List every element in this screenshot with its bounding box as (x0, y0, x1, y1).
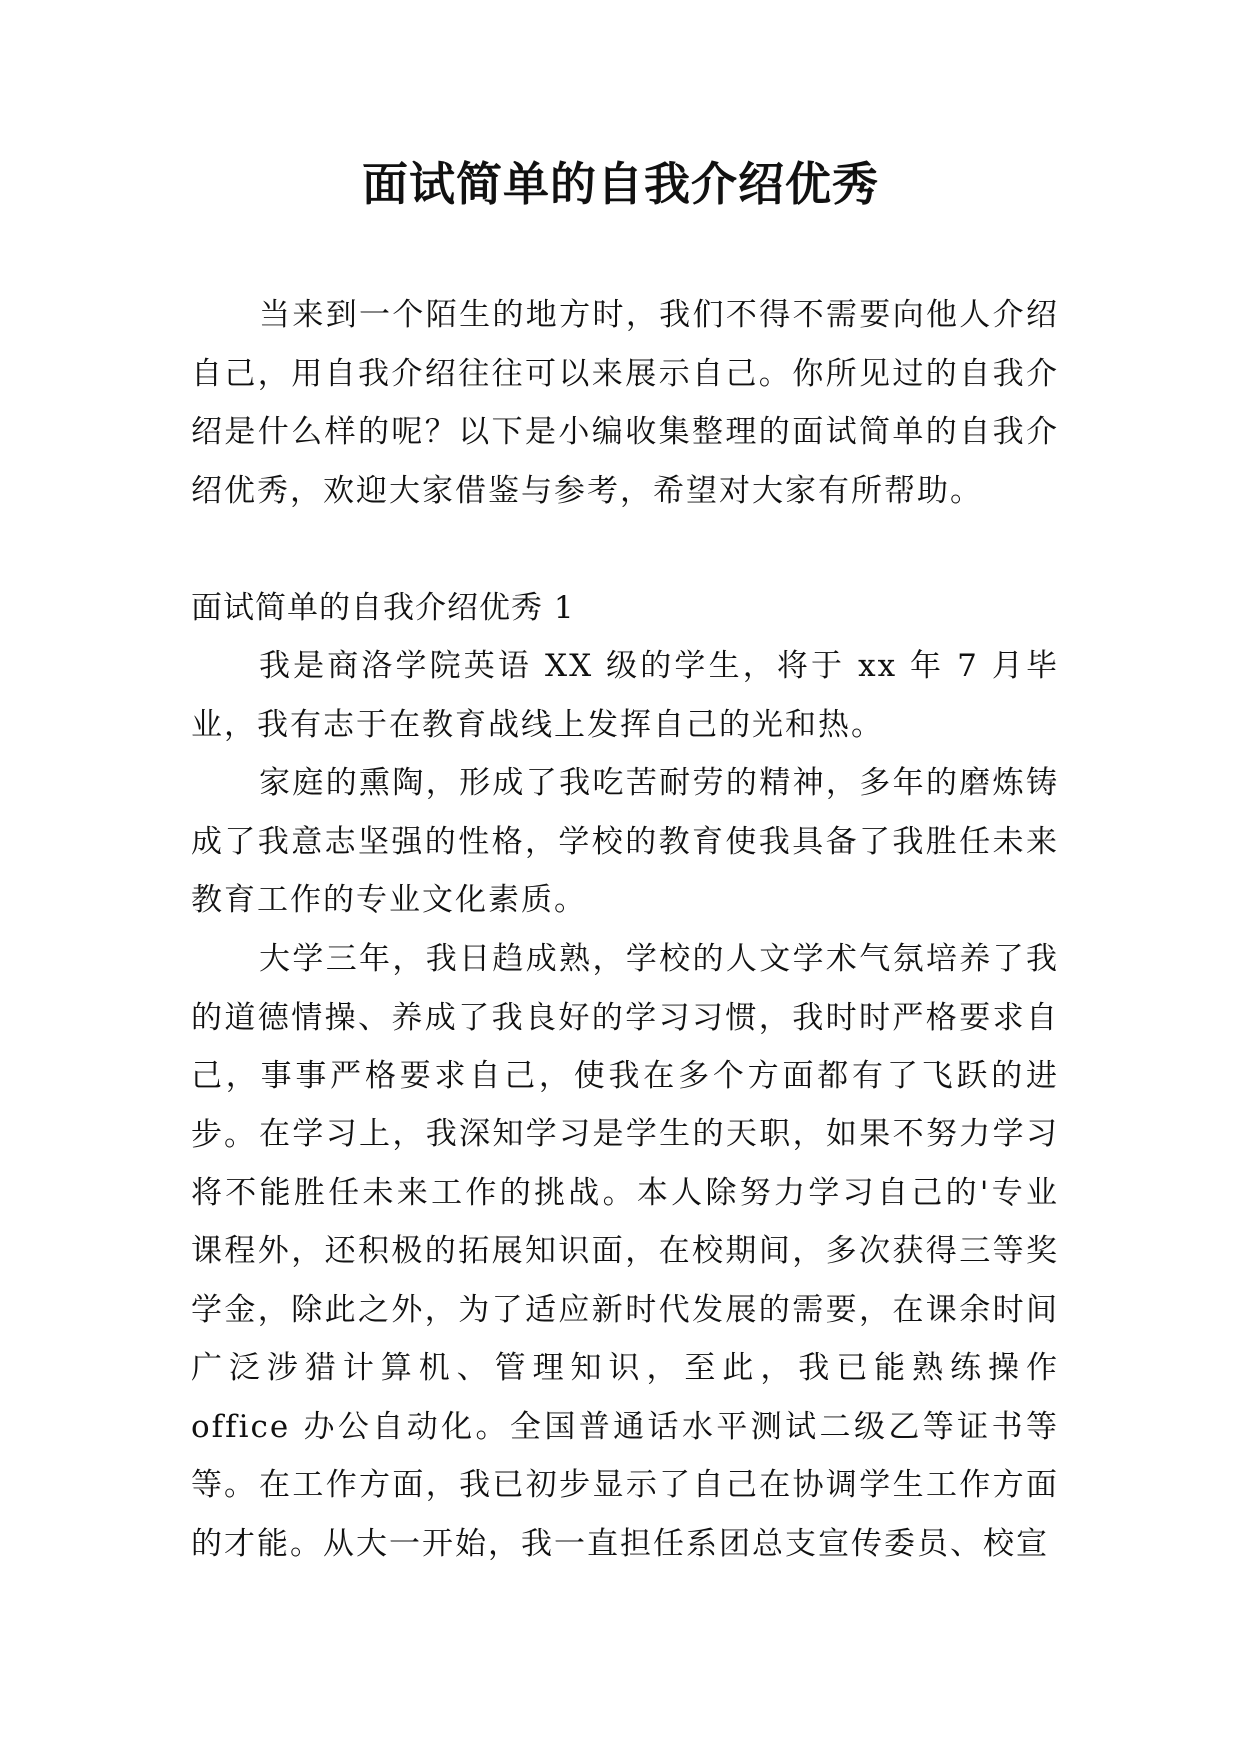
body-paragraph: 在工作方面，我已初步显示了自己在协调学生工作方面的才能。从大一开始，我一直担任系团总支宣传委员、校宣 (191, 1467, 1059, 1562)
body-paragraph: 家庭的熏陶，形成了我吃苦耐劳的精神，多年的磨炼铸成了我意志坚强的性格，学校的教育使我具备了我胜任未来教育工作的专业文化素质。 (191, 765, 1059, 918)
document-title: 面试简单的自我介绍优秀 (362, 157, 879, 211)
section-heading: 面试简单的自我介绍优秀 1 (191, 590, 575, 626)
body-paragraph: 在学习上，我深知学习是学生的天职，如果不努力学习将不能胜任未来工作的挑战。本人除努力学习自己的'专业课程外，还积极的拓展知识面，在校期间，多次获得三等奖学金，除此之外，为了适应新时代发展的需要，在课余时间广泛涉猎计算机、管理知识，至此，我已能熟练操作 office 办公自动化。全国普通话水平测试二级乙等证书等等。 (191, 1116, 1059, 1503)
body-paragraph: 我是商洛学院英语 XX 级的学生，将于 xx 年 7 月毕业，我有志于在教育战线上发挥自己的光和热。 (191, 648, 1059, 743)
body-paragraph: 大学三年，我日趋成熟，学校的人文学术气氛培养了我的道德情操、养成了我良好的学习习惯，我时时严格要求自己，事事严格要求自己，使我在多个方面都有了飞跃的进步。 (191, 941, 1059, 1153)
intro-paragraph: 当来到一个陌生的地方时，我们不得不需要向他人介绍自己，用自我介绍往往可以来展示自己。你所见过的自我介绍是什么样的呢？以下是小编收集整理的面试简单的自我介绍优秀，欢迎大家借鉴与参考，希望对大家有所帮助。 (191, 297, 1059, 509)
